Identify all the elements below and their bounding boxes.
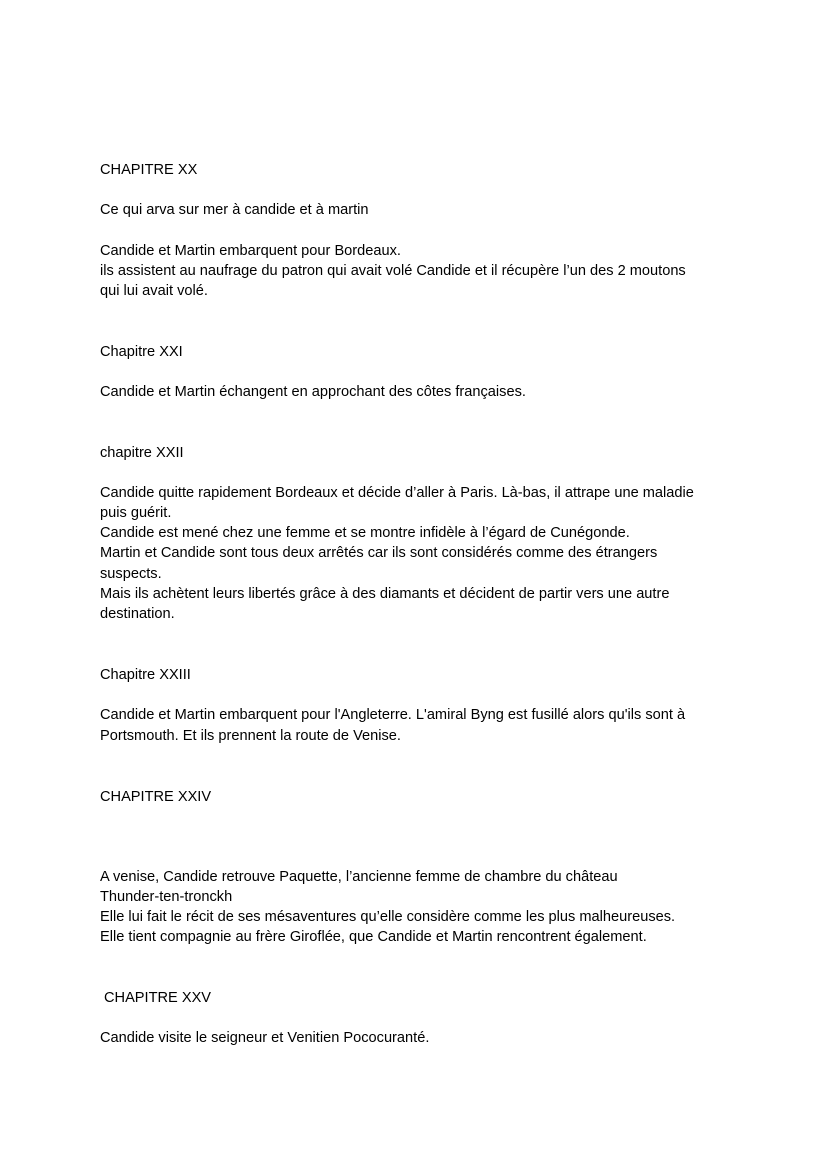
- chapter-22-line-3: Candide est mené chez une femme et se montre infidèle à l’égard de Cunégonde.: [100, 525, 630, 541]
- chapter-22-line-2: puis guérit.: [100, 505, 172, 521]
- chapter-22-line-1: Candide quitte rapidement Bordeaux et décide d’aller à Paris. Là-bas, il attrape une maladie: [100, 485, 694, 501]
- chapter-20-line-2: ils assistent au naufrage du patron qui avait volé Candide et il récupère l’un des 2 moutons: [100, 263, 686, 279]
- chapter-23-heading: Chapitre XXIII: [100, 667, 191, 683]
- chapter-20-line-1: Candide et Martin embarquent pour Bordeaux.: [100, 243, 401, 259]
- chapter-24-line-4: Elle tient compagnie au frère Giroflée, que Candide et Martin rencontrent également.: [100, 929, 647, 945]
- chapter-20-line-3: qui lui avait volé.: [100, 283, 208, 299]
- chapter-22-line-5: suspects.: [100, 566, 162, 582]
- chapter-20-subtitle: Ce qui arva sur mer à candide et à martin: [100, 202, 369, 218]
- chapter-21-heading: Chapitre XXI: [100, 344, 183, 360]
- chapter-21-line-1: Candide et Martin échangent en approchant des côtes françaises.: [100, 384, 526, 400]
- chapter-25-heading: CHAPITRE XXV: [104, 990, 212, 1006]
- chapter-23-line-2: Portsmouth. Et ils prennent la route de Venise.: [100, 728, 401, 744]
- chapter-22-heading: chapitre XXII: [100, 445, 184, 461]
- chapter-22-line-6: Mais ils achètent leurs libertés grâce à des diamants et décident de partir vers une autre: [100, 586, 670, 602]
- chapter-24-heading: CHAPITRE XXIV: [100, 789, 212, 805]
- chapter-22-line-7: destination.: [100, 606, 175, 622]
- chapter-25-line-1: Candide visite le seigneur et Venitien Pococuranté.: [100, 1030, 430, 1046]
- chapter-23-line-1: Candide et Martin embarquent pour l'Angleterre. L'amiral Byng est fusillé alors qu'ils sont à: [100, 707, 686, 723]
- chapter-22-line-4: Martin et Candide sont tous deux arrêtés car ils sont considérés comme des étrangers: [100, 545, 658, 561]
- chapter-20-heading: CHAPITRE XX: [100, 162, 198, 178]
- chapter-24-line-2: Thunder-ten-tronckh: [100, 889, 233, 905]
- chapter-24-line-1: A venise, Candide retrouve Paquette, l’ancienne femme de chambre du château: [100, 869, 618, 885]
- chapter-24-line-3: Elle lui fait le récit de ses mésaventures qu’elle considère comme les plus malheureuses.: [100, 909, 676, 925]
